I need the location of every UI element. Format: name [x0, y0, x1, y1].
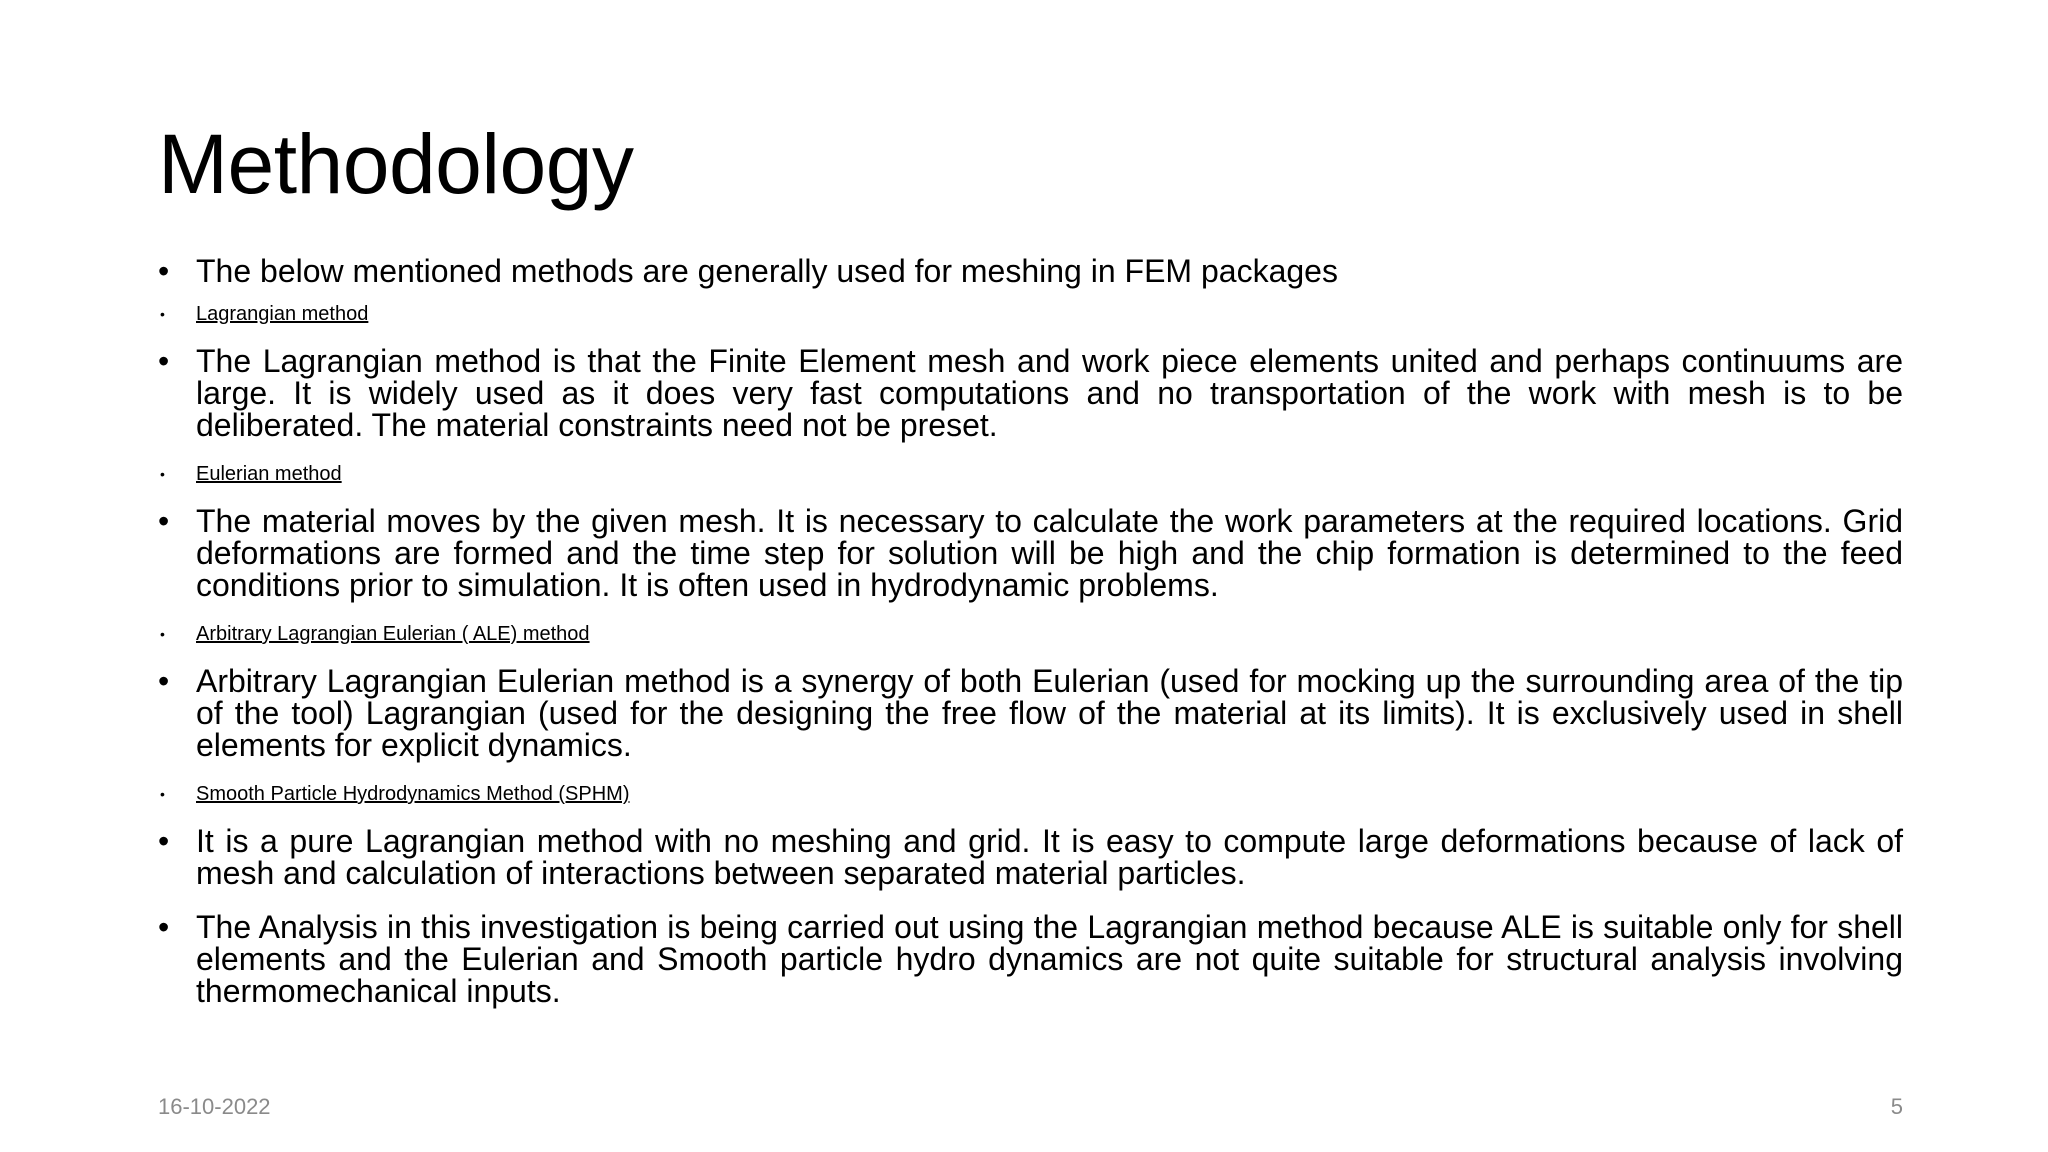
bullet-item: [158, 825, 1903, 889]
section-heading-item: [158, 303, 1903, 325]
bullet-icon: •: [158, 253, 170, 289]
bullet-item: [158, 911, 1903, 1007]
section-heading-lagrangian: Lagrangian method: [196, 303, 369, 325]
bullet-icon: •: [160, 466, 165, 482]
bullet-icon: •: [158, 343, 170, 379]
bullet-text: The Analysis in this investigation is being carried out using the Lagrangian method because ALE is suitable only for shell elements and the Eulerian and Smooth particle hydro dynamics are not quite suitable for structural analysis involving thermomechanical inputs.: [196, 909, 1903, 1009]
section-heading-item: [158, 783, 1903, 805]
footer-date: 16-10-2022: [158, 1094, 271, 1119]
section-heading-eulerian: Eulerian method: [196, 463, 342, 485]
bullet-item: [158, 505, 1903, 601]
bullet-icon: •: [158, 503, 170, 539]
bullet-text: The below mentioned methods are generally used for meshing in FEM packages: [196, 253, 1338, 289]
bullet-text: The material moves by the given mesh. It is necessary to calculate the work parameters at the required locations. Grid deformations are formed and the time step for solution will be high and the chip formation is determined to the feed conditions prior to simulation. It is often used in hydrodynamic problems.: [196, 503, 1903, 603]
bullet-icon: •: [158, 909, 170, 945]
bullet-text: Arbitrary Lagrangian Eulerian method is a synergy of both Eulerian (used for mocking up the surrounding area of the tip of the tool) Lagrangian (used for the designing the free flow of the material at its limits). It is exclusively used in shell elements for explicit dynamics.: [196, 663, 1903, 763]
bullet-item: [158, 665, 1903, 761]
bullet-icon: •: [158, 823, 170, 859]
section-heading-ale: Arbitrary Lagrangian Eulerian ( ALE) method: [196, 623, 590, 645]
section-heading-item: [158, 623, 1903, 645]
bullet-text: It is a pure Lagrangian method with no meshing and grid. It is easy to compute large deformations because of lack of mesh and calculation of interactions between separated material particles.: [196, 823, 1903, 891]
bullet-text: The Lagrangian method is that the Finite Element mesh and work piece elements united and perhaps continuums are large. It is widely used as it does very fast computations and no transportation of the work with mesh is to be deliberated. The material constraints need not be preset.: [196, 343, 1903, 443]
bullet-icon: •: [158, 663, 170, 699]
bullet-icon: •: [160, 306, 165, 322]
bullet-item: [158, 255, 1903, 287]
bullet-icon: •: [160, 786, 165, 802]
section-heading-sphm: Smooth Particle Hydrodynamics Method (SPHM): [196, 783, 630, 805]
bullet-item: [158, 345, 1903, 441]
section-heading-item: [158, 463, 1903, 485]
slide-title: Methodology: [158, 117, 634, 211]
bullet-icon: •: [160, 626, 165, 642]
slide-number: 5: [1890, 1094, 1903, 1119]
bullet-list: [158, 255, 1903, 1029]
